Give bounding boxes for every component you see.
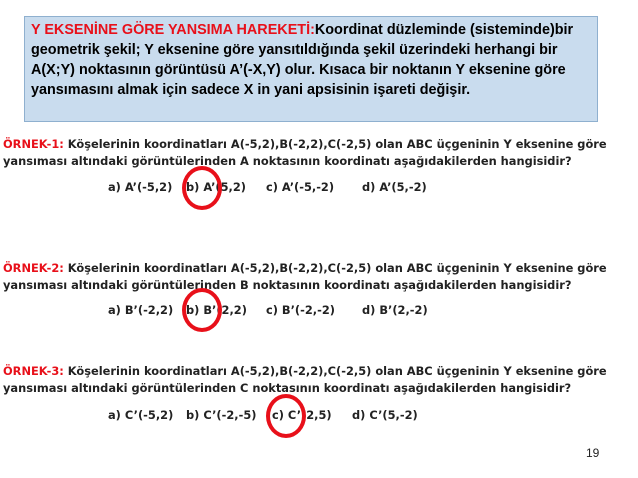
- example-3-question-part-1: Köşelerinin koordinatları A(-5,2),B(-2,2),C(-2,5) olan ABC üçgeninin Y eksenine göre: [63, 364, 607, 378]
- example-2-option-d[interactable]: d) B’(2,-2): [362, 303, 428, 317]
- page-number: 19: [586, 446, 600, 460]
- example-3-question-part-2: yansıması altındaki görüntülerinden C noktasının koordinatı aşağıdakilerden hangisidir?: [3, 381, 572, 395]
- example-2-answer-circle: [182, 288, 222, 332]
- example-2-question-part-2: yansıması altındaki görüntülerinden B noktasının koordinatı aşağıdakilerden hangisidir?: [3, 278, 572, 292]
- example-3-label: ÖRNEK-3:: [3, 364, 64, 378]
- example-1-label: ÖRNEK-1:: [3, 137, 64, 151]
- example-3-line-1: [3, 363, 637, 380]
- example-1-question-part-1: Köşelerinin koordinatları A(-5,2),B(-2,2),C(-2,5) olan ABC üçgeninin Y eksenine göre: [63, 137, 607, 151]
- example-2-option-b[interactable]: b) B’(2,2): [186, 303, 247, 317]
- definition-box: [24, 16, 598, 122]
- example-1: [3, 136, 637, 170]
- example-1-line-1: [3, 136, 637, 153]
- example-3-option-b[interactable]: b) C’(-2,-5): [186, 408, 257, 422]
- example-2-option-c[interactable]: c) B’(-2,-2): [266, 303, 335, 317]
- example-3-option-d[interactable]: d) C’(5,-2): [352, 408, 418, 422]
- example-2-question-part-1: Köşelerinin koordinatları A(-5,2),B(-2,2),C(-2,5) olan ABC üçgeninin Y eksenine göre: [63, 261, 607, 275]
- definition-title: Y EKSENİNE GÖRE YANSIMA HAREKETİ:: [31, 22, 315, 38]
- example-1-options: [108, 180, 427, 194]
- example-3-option-a[interactable]: a) C’(-5,2): [108, 408, 174, 422]
- example-3-answer-circle: [266, 394, 306, 438]
- definition-text: Koordinat düzleminde (sisteminde)bir geometrik şekil; Y eksenine göre yansıtıldığında şekil üzerindeki herhangi bir A(X;Y) noktasının görüntüsü A’(-X,Y) olur. Kısaca bir noktanın Y eksenine göre yansımasını almak için sadece X in yani apsisinin işareti değişir.: [31, 22, 574, 98]
- example-2-option-a[interactable]: a) B’(-2,2): [108, 303, 174, 317]
- example-1-option-b[interactable]: b) A’(5,2): [186, 180, 247, 194]
- example-2: [3, 260, 637, 294]
- example-2-label: ÖRNEK-2:: [3, 261, 64, 275]
- example-2-options: [108, 303, 428, 317]
- example-1-option-c[interactable]: c) A’(-5,-2): [266, 180, 335, 194]
- example-3: [3, 363, 637, 397]
- example-1-answer-circle: [182, 166, 222, 210]
- example-2-line-1: [3, 260, 637, 277]
- example-1-question-part-2: yansıması altındaki görüntülerinden A noktasının koordinatı aşağıdakilerden hangisidir?: [3, 154, 572, 168]
- example-1-option-a[interactable]: a) A’(-5,2): [108, 180, 173, 194]
- example-3-options: [108, 408, 418, 422]
- example-3-option-c[interactable]: c) C’(2,5): [272, 408, 332, 422]
- example-1-option-d[interactable]: d) A’(5,-2): [362, 180, 427, 194]
